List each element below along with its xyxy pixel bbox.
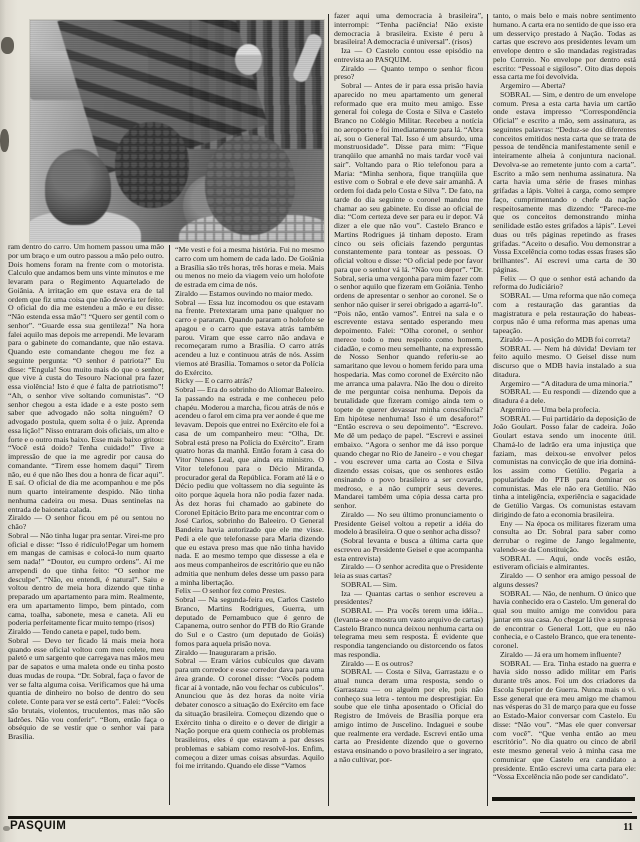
paragraph: tanto, o mais belo e mais nobre sentimento humano. A carta era no sentido de que isso era um desserviço prestado à Nação. Todas as cartas que escrevo aos presidentes levam um envelope dentro e são mandadas registradas pelo Correio. No envelope por dentro está escrito: “Pessoal e sigiloso”. Oito dias depois essa carta me foi devolvida. [493,12,636,82]
paragraph: Ziraldo — O senhor acredita que o Presidente leia as suas cartas? [334,562,483,580]
paragraph: Ricky — E o carro atrás? [175,376,253,386]
paragraph: Ziraldo — No seu último pronunciamento o Presidente Geisel voltou a repetir a idéia do modelo à brasileira. O que o senhor acha disso? [334,509,483,537]
footer-rule [8,816,637,819]
paragraph: SOBRAL — Uma reforma que não começa com a restauração das garantias da magistratura e pela restauração do habeas-corpus não é uma reforma mas apenas uma tapeação. [493,291,636,335]
paragraph: Felix — O que o senhor está achando da reforma do Judiciário? [493,273,636,292]
photo-scene [30,20,324,242]
page-number: 11 [623,822,633,833]
article-column-2 [175,246,324,806]
publication-name: PASQUIM [10,820,67,832]
paragraph: Argemiro — Aberta? [500,81,566,90]
article-column-1 [8,243,164,806]
paragraph: “Me vesti e foi a mesma história. Fui no mesmo carro com um homem de cada lado. De Goiânia a Brasília são três horas, três horas e meia. Mais ou menos no meio da viagem veio um holofote de estrada em cima de nós. [175,246,324,289]
interviewer-head-right [205,135,295,235]
scan-artifact [0,129,9,152]
paragraph: Sobral — Na segunda-feira eu, Carlos Castelo Branco, Martins Rodrigues, Guerra, um deputado de Pernambuco que é genro de Capanema, outro senhor do PTB do Rio Grande do Sul e o Castro (um deputado de Goiás) fomos para aquela prisão nova. [175,595,324,648]
paragraph: Sobral — Era do sobrinho do Aliomar Baleeiro. Ia passando na estrada e me conheceu pelo chapéu. Moderou a marcha, ficou atrás de nós e acendeu o farol em cima pra ver aonde é que me levavam. Depois que entrei no Exército ele foi a casa de um companheiro meu: “Olha, Dr. Sobral está preso na Polícia do Exército”. Eram quatro horas da manhã. Então foram à casa do Vitor Nunes Leal, que ainda era ministro. O Vitor telefonou para o Décio Miranda, procurador geral da República. Foram até lá e o Décio pediu que voltassem no dia seguinte às oito porque àquela hora não podia fazer nada. Às dez horas fui chamado ao gabinete do Coronel Epitácio Brito para me encontrar com o José Carlos, sobrinho do Baleeiro. O General Bandeira havia autorizado que ele me visse. Pedi a ele que telefonasse para Maria dizendo que eu estava preso mas que não tinha havido nada. E ao mesmo tempo que dissesse a ela e aos meus companheiros de escritório que eu não admitia que nenhum deles desse um passo para a minha libertação. [175,385,324,587]
paragraph: SOBRAL — Sim, e dentro de um envelope comum. Presa a esta carta havia um cartão onde estava impresso “Correspondência Oficial” e escrito a mão, sem assinatura, as seguintes palavras: “Deduz-se dos diferentes conceitos emitidos nesta carta que se trata de pessoa de tendência manifestamente senil e inteiramente alheia à conjuntura nacional. Devolva-se ao remetente junto com a carta”. Escrito a mão sem nenhuma assinatura. Na carta havia uma série de frases minhas grifadas a lápis. Voltei à carga, como sempre faço, cumprimentando o chefe da nação respeitosamente mas dizendo: “Parece-me que os conceitos demonstrando minha senilidade estão estes grifados a lápis”. Levei duas ou três páginas repetindo as frases grifadas. “Aceito o desafio. Vou demonstrar a Vossa Excelência como todas essas frases são brilhantes”. Aí escrevi uma carta de 30 páginas. [493,89,636,274]
paragraph: Ziraldo — Já era um homem influente? [500,649,622,659]
paragraph: Argemiro — Uma bela profecia. [500,404,601,414]
article-column-4 [493,12,636,807]
paragraph: Sobral — Antes de ir para essa prisão havia aparecido no meu apartamento um general reformado que era muito meu amigo. Esse general foi colega de Costa e Silva e Castelo Branco no Colégio Militar. Recebeu a notícia no aeroporto e foi imediatamente para lá. “Abra aí, sou o General Tal. Isso é um absurdo, uma monstruosidade”. Disse para mim: “Fique tranqüilo que amanhã no mais tardar você vai sair”. Voltando para o Rio telefonou para a Maria: “Minha senhora, fique tranqüila que estive com o Sobral e ele deve sair amanhã. A ordem foi dada pelo Costa e Silva ”. De fato, na tarde do dia seguinte o coronel mandou me chamar ao seu gabinete. Eu disse ao oficial de dia: “Com certeza deve ser para eu ir depor. Vá dizer a ele que não vou”. Castelo Branco e Martins Rodrigues já tinham deposto. Eram cinco ou seis oficiais fazendo perguntas constantemente para tontear as pessoas. O oficial voltou e disse: “O oficial pede por favor para que o senhor vá lá. “Não vou depor”. “Dr. Sobral, seria uma vergonha para mim fazer com o senhor aquilo que fizeram em Goiânia. Tenho ordens de apresentar o senhor ao coronel. Se o senhor não quiser ir serei obrigado a agarrá-lo”. “Pois não, então vamos”. Entrei na sala e o escrevente estava sentado esperando meu depoimento. Falei: “Olha coronel, o senhor merece todo o meu respeito como homem, cidadão, e como meu semelhante, na expressão de Nosso Senhor quando referiu-se ao samaritano que levou o homem ferido para uma hospedaria. Mas como coronel de Exército não me arranca uma palavra. Não lhe dou o direito de me perguntar coisa nenhuma. Depois da brutalidade que fizeram comigo ainda tem o topete de querer devassar minha consciência? Em hipótese nenhuma! Isso é um desaforo!” “Então escreva o seu depoimento”. “Escrevo. Me dê um pedaço de papel. “Escrevi e assinei embaixo. “Agora o senhor me dá isso porque quando chegar no Rio de Janeiro - e vou chegar - vou escrever uma carta ao Costa e Silva dizendo essas coisas, que os senhores estão ensinando o povo brasileiro a ser covarde, medroso, e a não cumprir seus deveres. Mandarei também uma cópia dessa carta pro senhor. [334,81,483,510]
paragraph: SOBRAL — Era. Tinha estado na guerra e havia sido nosso adido militar em Paris durante três anos. Foi um dos criadores da Escola Superior de Guerra. Nunca mais o vi. Esse general que era meu amigo me chamou nas vésperas do 31 de março para que eu fosse ao Estado-Maior conversar com Castelo. Eu disse: “Não vou”. “Mas ele quer conversar com você”. “Que venha então ao meu escritório”. No dia quatro ou cinco de abril este mesmo general veio à minha casa me comunicar que Castelo era candidato a presidente. Então escrevi uma carta para ele: “Vossa Excelência não pode ser candidato”. [493,658,636,782]
paragraph: ram dentro do carro. Um homem passou uma mão por um braço e um outro passou a mão pelo outro. Dois homens foram na frente com o motorista. Calculo que andamos bem uns vinte minutos e me levaram para o Regimento Aquartelado de Goiânia. A irritação em que estava era de tal ordem que fiz uma coisa que não deveria ter feito. O oficial do dia me estendeu a mão e eu disse: “Não estenda essa mão”! “Quero ser gentil com o senhor”. “Guarde essa sua gentileza!” Na hora falei aquilo mas depois me arrependi. Me levaram para o gabinete do comandante, que não estava. Quando este comandante chegou me fez a seguinte pergunta: “O senhor é patriota?” Eu disse: “Engula! Sou muito mais do que o senhor, que vive à custa do Tesouro Nacional pra fazer essa violência! Isto é que é falta de patriotismo”! “Ah, o senhor vive soltando comunistas”. “O senhor chegou a esta idade e a este posto sem saber que advogado não solta ninguém? O advogado postula, quem solta é o juiz. Aprenda essa lição!” Nisso entraram dois oficiais, um alto e forte e o outro mais baixo. Esse mais baixo gritou: “Você está doido? Tenha cuidado!” Tive a impressão de que ia me agredir por causa do comandante. “Tirem esse homem daqui” Tirem não, eu é que não lhes dou a honra de ficar aqui”. E saí. O oficial de dia me acompanhou e me pôs num quarto inteiramente despido. Não tinha nenhuma cadeira ou mesa. Duas sentinelas na entrada de baioneta calada. [8,243,164,514]
paragraph: Eny — Na época os militares fizeram uma consulta ao Dr. Sobral para saber como derrubar o regime de Jango legalmente, valendo-se da Constituição. [493,518,636,554]
paragraph: SOBRAL — Aqui, onde vocês estão, estiveram oficiais e almirantes. [493,553,636,572]
scan-artifact [3,826,10,831]
paragraph: Ziraldo — A posição do MDB foi correta? [500,334,631,344]
paragraph: SOBRAL — Fui partidário da deposição de João Goulart. Posso falar de cadeira. João Goulart estava sendo um inocente útil. Chamá-lo de ladrão era uma injustiça que faziam, mas deixou-se envolver pelos comunistas na convicção de que iria dominá-los assim como Getúlio. Pegaria a popularidade do PTB para dominar os comunistas. Mas ele não era Getúlio. Não tinha a inteligência, experiência e sagacidade de Getúlio Vargas. Os comunistas estavam dirigindo de fato a economia brasileira. [493,413,636,519]
paragraph: Felix — O senhor fez como Prestes. [175,586,287,596]
paragraph: Ziraldo — Quanto tempo o senhor ficou preso? [334,63,483,82]
paragraph: Ziraldo — Estamos ouvindo no maior medo. [175,288,313,298]
column-rule-1 [169,245,170,805]
interviewer-head-center [115,122,189,208]
interviewer-head-left [45,149,111,225]
paragraph: Ziraldo — Tendo caneta e papel, tudo bem. [8,627,141,636]
paragraph: Argemiro — “A ditadura de uma minoria.” [500,378,633,388]
paragraph: Sobral — Eram vários cubículos que davam para um corredor e esse corredor dava para uma área grande. O coronel disse: “Vocês podem ficar aí à vontade, não vou fechar os cubículos”. Anunciou que às dez horas da noite viria debater conosco a situação do Exército em face da situação brasileira. Começou dizendo que o Exército tinha o direito e o dever de dirigir a Nação porque era quem conhecia os problemas brasileiros, eles é que estavam a par desses problemas e sabiam como resolvê-los. Enfim, começou a dizer umas coisas absurdas. Aquilo foi me irritando. Quando ele disse “Vamos [175,656,324,771]
paragraph: fazer aqui uma democracia à brasileira”, interrompi: “Tenha paciência! Não existe democracia à brasileira. Existe é peru à brasileira! A democracia é universal”. (risos) [334,12,483,47]
paragraph: SOBRAL — Não, de nenhum. O único que havia conhecido era o Castelo. Um general do qual sou muito amigo me convidou para jantar em sua casa. Ao chegar lá tive a supresa de encontrar o General Lott, que eu não conhecia, e o Castelo Branco, que era tenente-coronel. [493,588,636,650]
paragraph: Iza — Quantas cartas o senhor escreveu a presidentes? [334,588,483,607]
paragraph: Ziraldo — Inauguraram a prisão. [175,647,277,657]
end-of-article-rule [492,797,635,801]
paragraph: Ziraldo — O senhor ficou em pé ou sentou no chão? [8,513,164,531]
paragraph: Sobral — Não tinha lugar pra sentar. Virei-me pro oficial e disse: “Isso é ridículo!Pegar um homem em mangas de camisas e colocá-lo num quarto sem nada!” “Doutor, eu cumpro ordens”. Aí me arrependi do que tinha feito: “O senhor me desculpe”. “Não, eu entendi, é natural”. Saiu e voltou dentro de meia hora dizendo que tinha preparado um apartamento para mim. Realmente, era um apartamento limpo, bem pintado, com cama, toalha, sabonete, mesa e caneta. Ali eu poderia perfeitamente ficar muito tempo (risos) [8,530,164,628]
column-rule-2 [328,14,329,806]
paragraph: SOBRAL — Pra vocês terem uma idéia... (levanta-se e mostra um vasto arquivo de cartas) Castelo Branco nunca deixou nenhuma carta ou telegrama meu sem resposta. É evidente que respondia tangenciando ou distorcendo os fatos mas respondia. [334,606,483,659]
article-column-3 [334,12,483,807]
paragraph: Ziraldo — O senhor era amigo pessoal de alguns desses? [493,571,636,589]
paragraph: Iza — O Castelo contou esse episódio na entrevista ao PASQUIM. [334,46,483,64]
paragraph: SOBRAL — Costa e Silva, Garrastazu e o atual nunca deram uma resposta, sendo o Garrastazu — ou alguém por ele, pois não conheço sua letra - tentou me desprestigiar. Eu soube que ele tinha aposentado o Oficial do Registro de Imóveis de Brasília porque era amigo íntimo de Juscelino. Indaguei e soube que realmente era verdade. Escrevi então uma carta ao Presidente dizendo que o governo estava ensinando o povo brasileiro a ser ingrato, a não cultivar, por- [334,667,483,764]
paragraph: SOBRAL — Nem há dúvida! Deviam ter feito aquilo mesmo. O Geisel disse num discurso que o MDB havia instalado a sua ditadura. [493,343,636,379]
interview-photo [30,20,324,242]
scan-artifact [1,37,14,54]
paragraph: Sobral — Devo ter ficado lá mais meia hora quando esse oficial voltou com meu colete, meu paletó e um sargento que carregava nas mãos meu par de sapatos e uma maleta onde eu tinha posto duas mudas de roupa. “Dr. Sobral, faça o favor de ver se falta alguma coisa. Verificamos que há uma quantia de dinheiro no bolso de dentro do seu colete. Conte para ver se está certo”. Falei: “Vocês são brutais, violentos, truculentos, mas não são ladrões. Não vou conferir”. “Bom, então faça o obséquio de se vestir que o senhor vai para Brasília. [8,635,164,741]
column-rule-3 [487,14,488,806]
paragraph: (Sobral levanta e busca a última carta que escreveu ao Presidente Geisel e que acompanha esta entrevista) [334,536,483,563]
paragraph: SOBRAL — Sim. [341,579,398,589]
paragraph: Ziraldo — E os outros? [341,658,413,668]
paragraph: Sobral — Essa luz incomodou os que estavam na frente. Pretextaram uma pane qualquer no carro e pararam. Quando pararam o holofote se apagou e o carro que estava atrás também parou. Viram que esse carro não andava e recomeçaram rumo a Brasília. O carro atrás acendeu a luz e continuou atrás de nós. Assim viemos até Brasília. Tomamos o setor da Polícia do Exército. [175,297,324,377]
footer-rule-thin [540,812,632,813]
paragraph: SOBRAL — Eu respondi — dizendo que a ditadura é a dele. [493,387,636,405]
